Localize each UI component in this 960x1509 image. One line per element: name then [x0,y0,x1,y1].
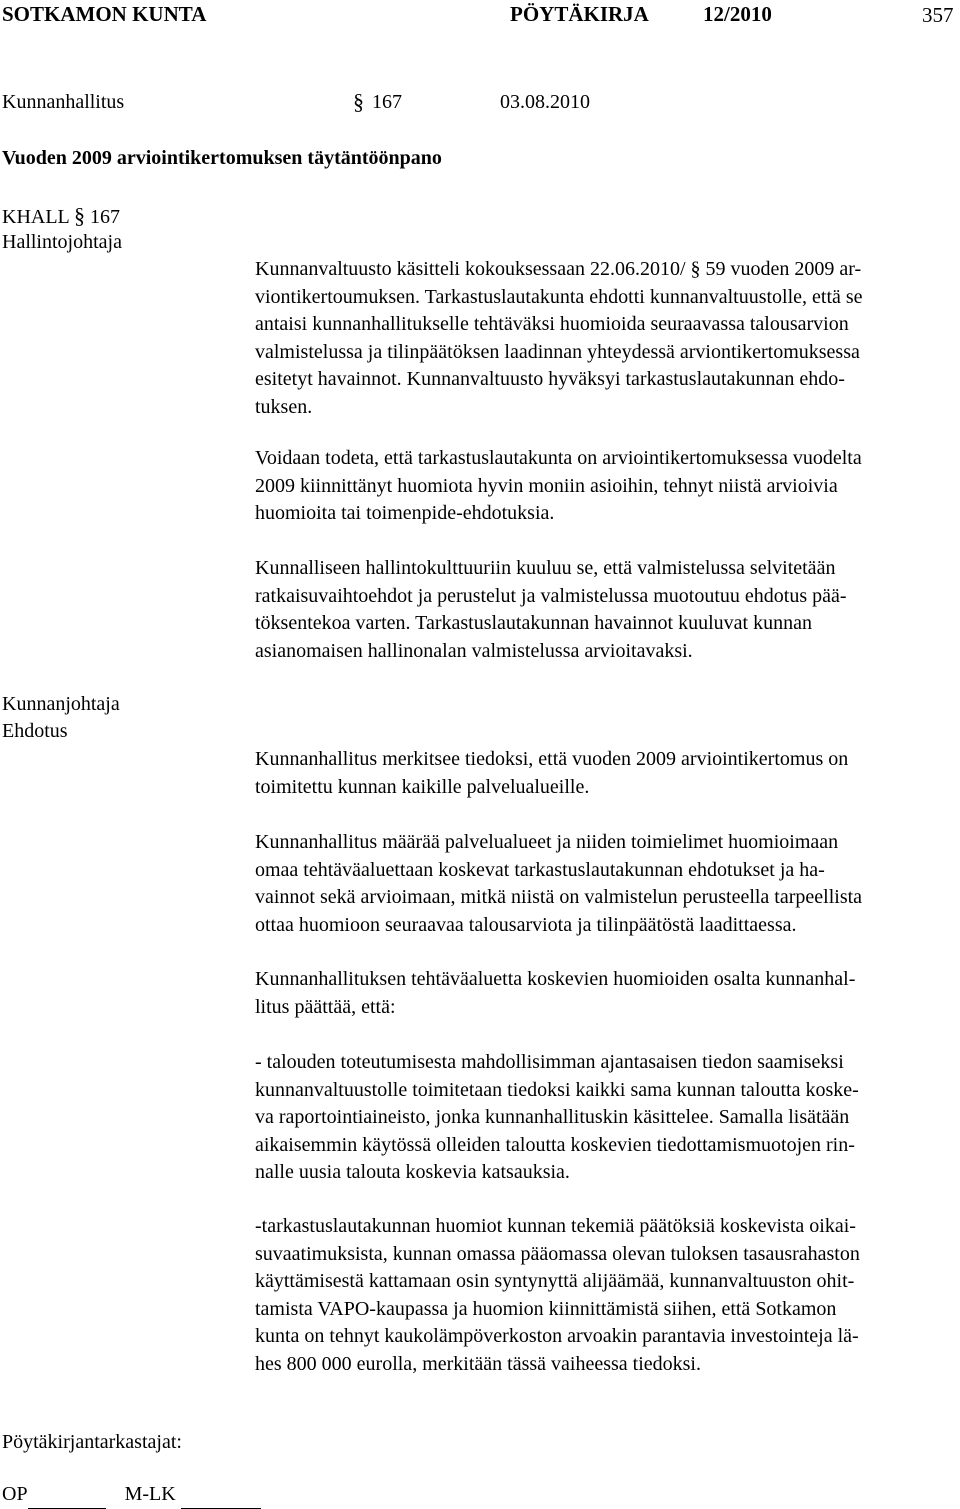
proposal-paragraph-1 [255,746,960,801]
paragraph-line: esitetyt havainnot. Kunnanvaltuusto hyväksyi tarkastuslautakunnan ehdo- [255,368,845,390]
meeting-date: 03.08.2010 [500,91,590,113]
case-section-symbol: § [74,203,86,228]
proposal-label: Ehdotus [2,720,68,742]
issue-number: 12/2010 [703,2,772,26]
paragraph-line: Kunnalliseen hallintokulttuuriin kuuluu se, että valmistelussa selvitetään [255,557,836,579]
paragraph-line: huomioita tai toimenpide-ehdotuksia. [255,502,555,524]
signature-line [28,1486,106,1509]
paragraph-line: va raportointiaineisto, jonka kunnanhallituskin käsittelee. Samalla lisätään [255,1106,850,1128]
paragraph-line: toimitettu kunnan kaikille palvelualueille. [255,775,590,798]
municipality-name: SOTKAMON KUNTA [2,2,207,26]
paragraph-line: aikaisemmin käytössä olleiden taloutta koskevien tiedottamismuotojen rin- [255,1133,855,1156]
paragraph-line: Kunnanhallitus merkitsee tiedoksi, että vuoden 2009 arviointikertomus on [255,748,849,770]
paragraph-line: Kunnanvaltuusto käsitteli kokouksessaan 22.06.2010/ § 59 vuoden 2009 ar- [255,258,862,280]
paragraph-line: hes 800 000 eurolla, merkitään tässä vaiheessa tiedoksi. [255,1352,701,1375]
paragraph-line: tamista VAPO-kaupassa ja huomion kiinnittämistä siihen, että Sotkamon [255,1297,837,1320]
paragraph-line: ottaa huomioon seuraavaa talousarviota ja tilinpäätöstä laadittaessa. [255,913,797,936]
paragraph-line: - talouden toteutumisesta mahdollisimman ajantasaisen tiedon saamiseksi [255,1051,844,1073]
section-number: 167 [372,91,402,113]
proposal-paragraph-5 [255,1213,960,1378]
document-type: PÖYTÄKIRJA [510,2,649,26]
case-number: 167 [90,206,121,228]
paragraph-line: Kunnanhallitus määrää palvelualueet ja niiden toimielimet huomioimaan [255,831,839,853]
paragraph-line: litus päättää, että: [255,995,396,1018]
page-number: 357 [922,3,954,27]
paragraph-3 [255,555,960,665]
paragraph-line: ratkaisuvaihtoehdot ja perustelut ja valmistelussa muotoutuu ehdotus pää- [255,584,847,607]
meeting-body: Kunnanhallitus [2,91,125,113]
paragraph-line: 2009 kiinnittänyt huomiota hyvin moniin asioihin, tehnyt niistä arvioivia [255,474,838,497]
paragraph-2 [255,445,960,528]
proposer: Kunnanjohtaja [2,693,120,715]
proposal-paragraph-4 [255,1049,960,1187]
paragraph-line: töksentekoa varten. Tarkastuslautakunnan havainnot kuuluvat kunnan [255,612,812,634]
paragraph-line: Voidaan todeta, että tarkastuslautakunta on arviointikertomuksessa vuodelta [255,447,862,469]
proposal-paragraph-2 [255,829,960,939]
paragraph-line: Kunnanhallituksen tehtäväaluetta koskevien huomioiden osalta kunnanhal- [255,968,856,990]
checker-initials-2: M-LK [124,1483,176,1505]
paragraph-line: nalle uusia talouta koskevia katsauksia. [255,1161,570,1183]
proposal-paragraph-3 [255,966,960,1021]
paragraph-line: asianomaisen hallinonalan valmistelussa arvioitavaksi. [255,639,693,662]
signature-line [181,1486,261,1509]
paragraph-line: suvaatimuksista, kunnan omassa pääomassa olevan tuloksen tasausrahaston [255,1242,860,1265]
paragraph-line: kunnanvaltuustolle toimitetaan tiedoksi kaikki sama kunnan taloutta koske- [255,1078,859,1101]
paragraph-1 [255,256,960,421]
preparer: Hallintojohtaja [2,231,122,253]
paragraph-line: viontikertoumuksen. Tarkastuslautakunta ehdotti kunnanvaltuustolle, että se [255,285,863,308]
checker-signatures [2,1481,261,1509]
paragraph-line: kunta on tehnyt kaukolämpöverkoston arvoakin parantavia investointeja lä- [255,1325,859,1347]
paragraph-line: tuksen. [255,395,313,418]
section-symbol: § [353,89,364,114]
case-reference [2,202,120,232]
paragraph-line: käyttämisestä kattamaan osin syntynyttä alijäämää, kunnanvaltuuston ohit- [255,1270,855,1292]
paragraph-line: -tarkastuslautakunnan huomiot kunnan tekemiä päätöksiä koskevista oikai- [255,1215,856,1237]
paragraph-line: valmistelussa ja tilinpäätöksen laadinnan yhteydessä arviontikertomuksessa [255,340,860,363]
document-title: Vuoden 2009 arviointikertomuksen täytäntöönpano [2,147,442,169]
paragraph-line: antaisi kunnanhallitukselle tehtäväksi huomioida seuraavassa talousarvion [255,313,849,335]
paragraph-line: vainnot sekä arvioimaan, mitkä niistä on valmistelun perusteella tarpeellista [255,886,863,908]
paragraph-line: omaa tehtäväaluettaan koskevat tarkastuslautakunnan ehdotukset ja ha- [255,858,825,881]
case-code: KHALL [2,206,70,228]
footer-label: Pöytäkirjantarkastajat: [2,1431,182,1453]
checker-initials-1: OP [2,1483,28,1505]
